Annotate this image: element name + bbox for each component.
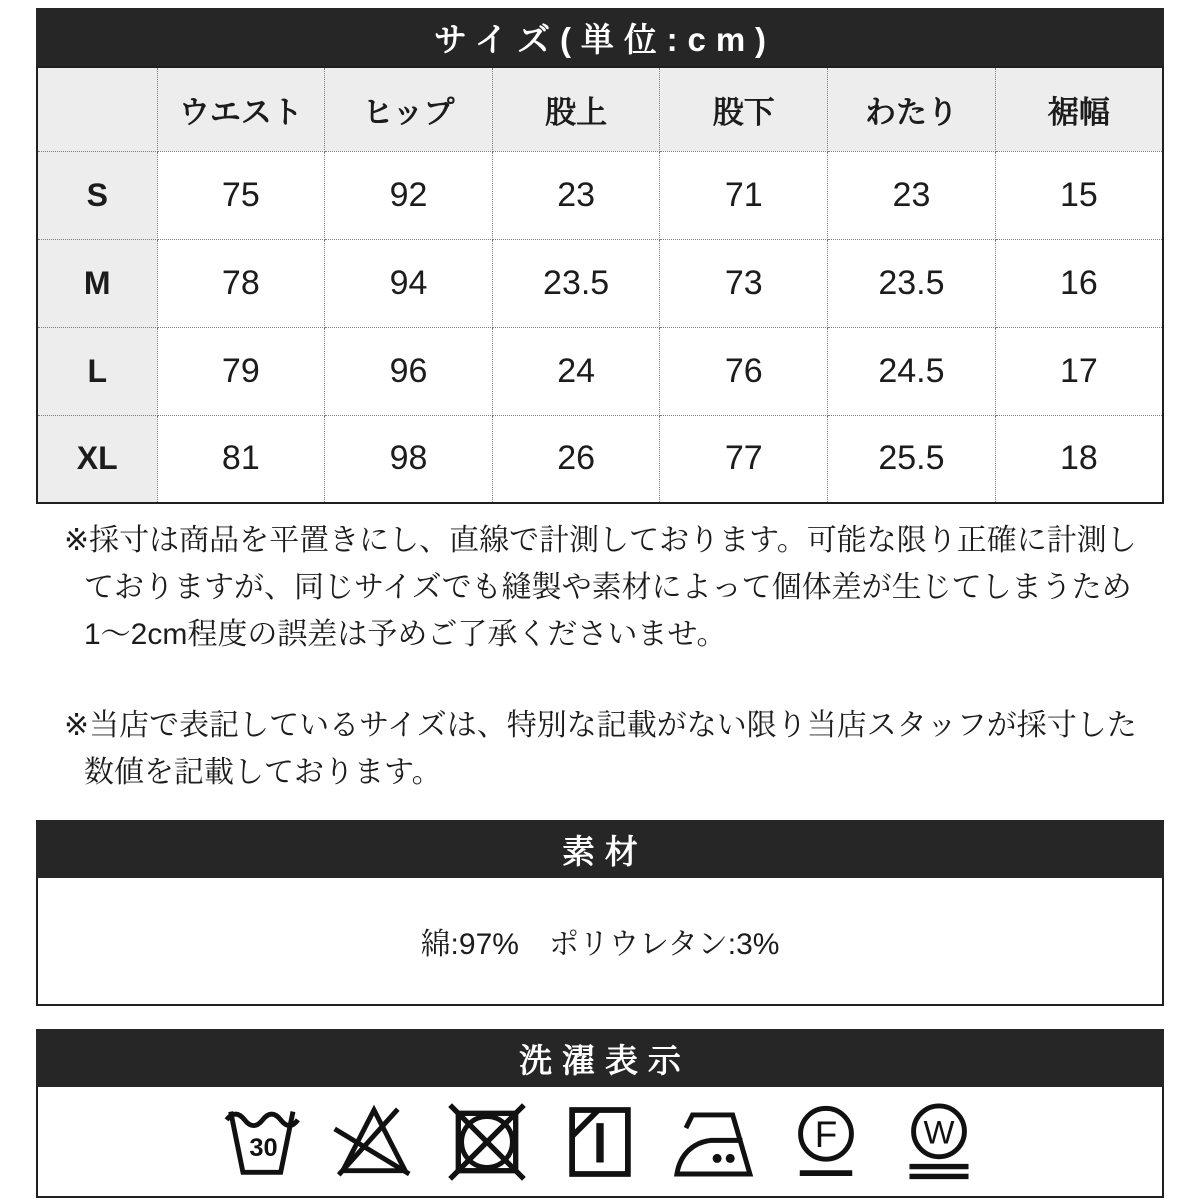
- table-cell: 24: [492, 327, 660, 415]
- care-symbols-row: [36, 1087, 1164, 1198]
- wash-30-icon: [220, 1101, 302, 1183]
- table-header-row: [37, 67, 1163, 151]
- table-cell: 76: [660, 327, 828, 415]
- table-cell: 23: [492, 151, 660, 239]
- material-content: 綿:97% ポリウレタン:3%: [420, 928, 780, 961]
- table-cell: 15: [995, 151, 1163, 239]
- note-line: ※当店で表記しているサイズは、特別な記載がない限り当店スタッフが採寸した: [64, 709, 1137, 742]
- dry-clean-f-gentle-icon: [785, 1101, 867, 1183]
- size-label: M: [37, 239, 157, 327]
- wash-temperature-label: 30: [249, 1133, 278, 1162]
- table-row-m: [37, 239, 1163, 327]
- line-dry-in-shade-icon: [559, 1101, 641, 1183]
- table-cell: 17: [995, 327, 1163, 415]
- table-cell: 25.5: [828, 415, 996, 503]
- table-row-l: [37, 327, 1163, 415]
- iron-medium-icon: [672, 1101, 754, 1183]
- table-cell: 79: [157, 327, 325, 415]
- column-header-hip: ヒップ: [325, 67, 493, 151]
- size-label: S: [37, 151, 157, 239]
- table-cell: 81: [157, 415, 325, 503]
- table-cell: 24.5: [828, 327, 996, 415]
- table-row-s: [37, 151, 1163, 239]
- size-label: L: [37, 327, 157, 415]
- measurement-notes: [36, 517, 1164, 796]
- table-cell: 92: [325, 151, 493, 239]
- table-row-xl: [37, 415, 1163, 503]
- column-header-thigh: わたり: [828, 67, 996, 151]
- table-cell: 23: [828, 151, 996, 239]
- table-cell: 18: [995, 415, 1163, 503]
- material-section: [36, 820, 1164, 1006]
- size-table: [36, 66, 1164, 504]
- column-header-waist: ウエスト: [157, 67, 325, 151]
- material-header-bar: [36, 820, 1164, 878]
- column-header-inseam: 股下: [660, 67, 828, 151]
- table-cell: 26: [492, 415, 660, 503]
- do-not-bleach-icon: [333, 1101, 415, 1183]
- column-header-rise: 股上: [492, 67, 660, 151]
- size-table-header-bar: [36, 8, 1164, 66]
- column-header-hem: 裾幅: [995, 67, 1163, 151]
- note-line: ※採寸は商品を平置きにし、直線で計測しております。可能な限り正確に計測し: [64, 524, 1137, 557]
- note-line: ておりますが、同じサイズでも縫製や素材によって個体差が生じてしまうため: [84, 571, 1132, 604]
- table-cell: 71: [660, 151, 828, 239]
- laundry-header-bar: [36, 1029, 1164, 1087]
- wet-clean-w-letter: W: [923, 1113, 955, 1151]
- laundry-section: [36, 1029, 1164, 1198]
- corner-cell: [37, 67, 157, 151]
- table-cell: 77: [660, 415, 828, 503]
- laundry-title: 洗濯表示: [519, 1041, 691, 1079]
- note-staff-measurement: [36, 702, 1164, 796]
- do-not-tumble-dry-icon: [446, 1101, 528, 1183]
- material-content-box: [36, 878, 1164, 1006]
- table-cell: 75: [157, 151, 325, 239]
- wet-clean-w-very-gentle-icon: [898, 1101, 980, 1183]
- table-cell: 23.5: [828, 239, 996, 327]
- note-measurement-disclaimer: [36, 517, 1164, 658]
- note-line: 数値を記載しております。: [84, 756, 442, 789]
- material-title: 素材: [562, 832, 648, 870]
- table-cell: 78: [157, 239, 325, 327]
- table-cell: 94: [325, 239, 493, 327]
- size-table-title: サイズ(単位:cm): [433, 20, 776, 58]
- table-cell: 96: [325, 327, 493, 415]
- table-cell: 16: [995, 239, 1163, 327]
- note-line: 1〜2cm程度の誤差は予めご了承くださいませ。: [84, 618, 727, 651]
- size-table-section: [36, 8, 1164, 504]
- table-cell: 98: [325, 415, 493, 503]
- table-cell: 73: [660, 239, 828, 327]
- size-label: XL: [37, 415, 157, 503]
- dry-clean-f-letter: F: [814, 1113, 838, 1155]
- table-cell: 23.5: [492, 239, 660, 327]
